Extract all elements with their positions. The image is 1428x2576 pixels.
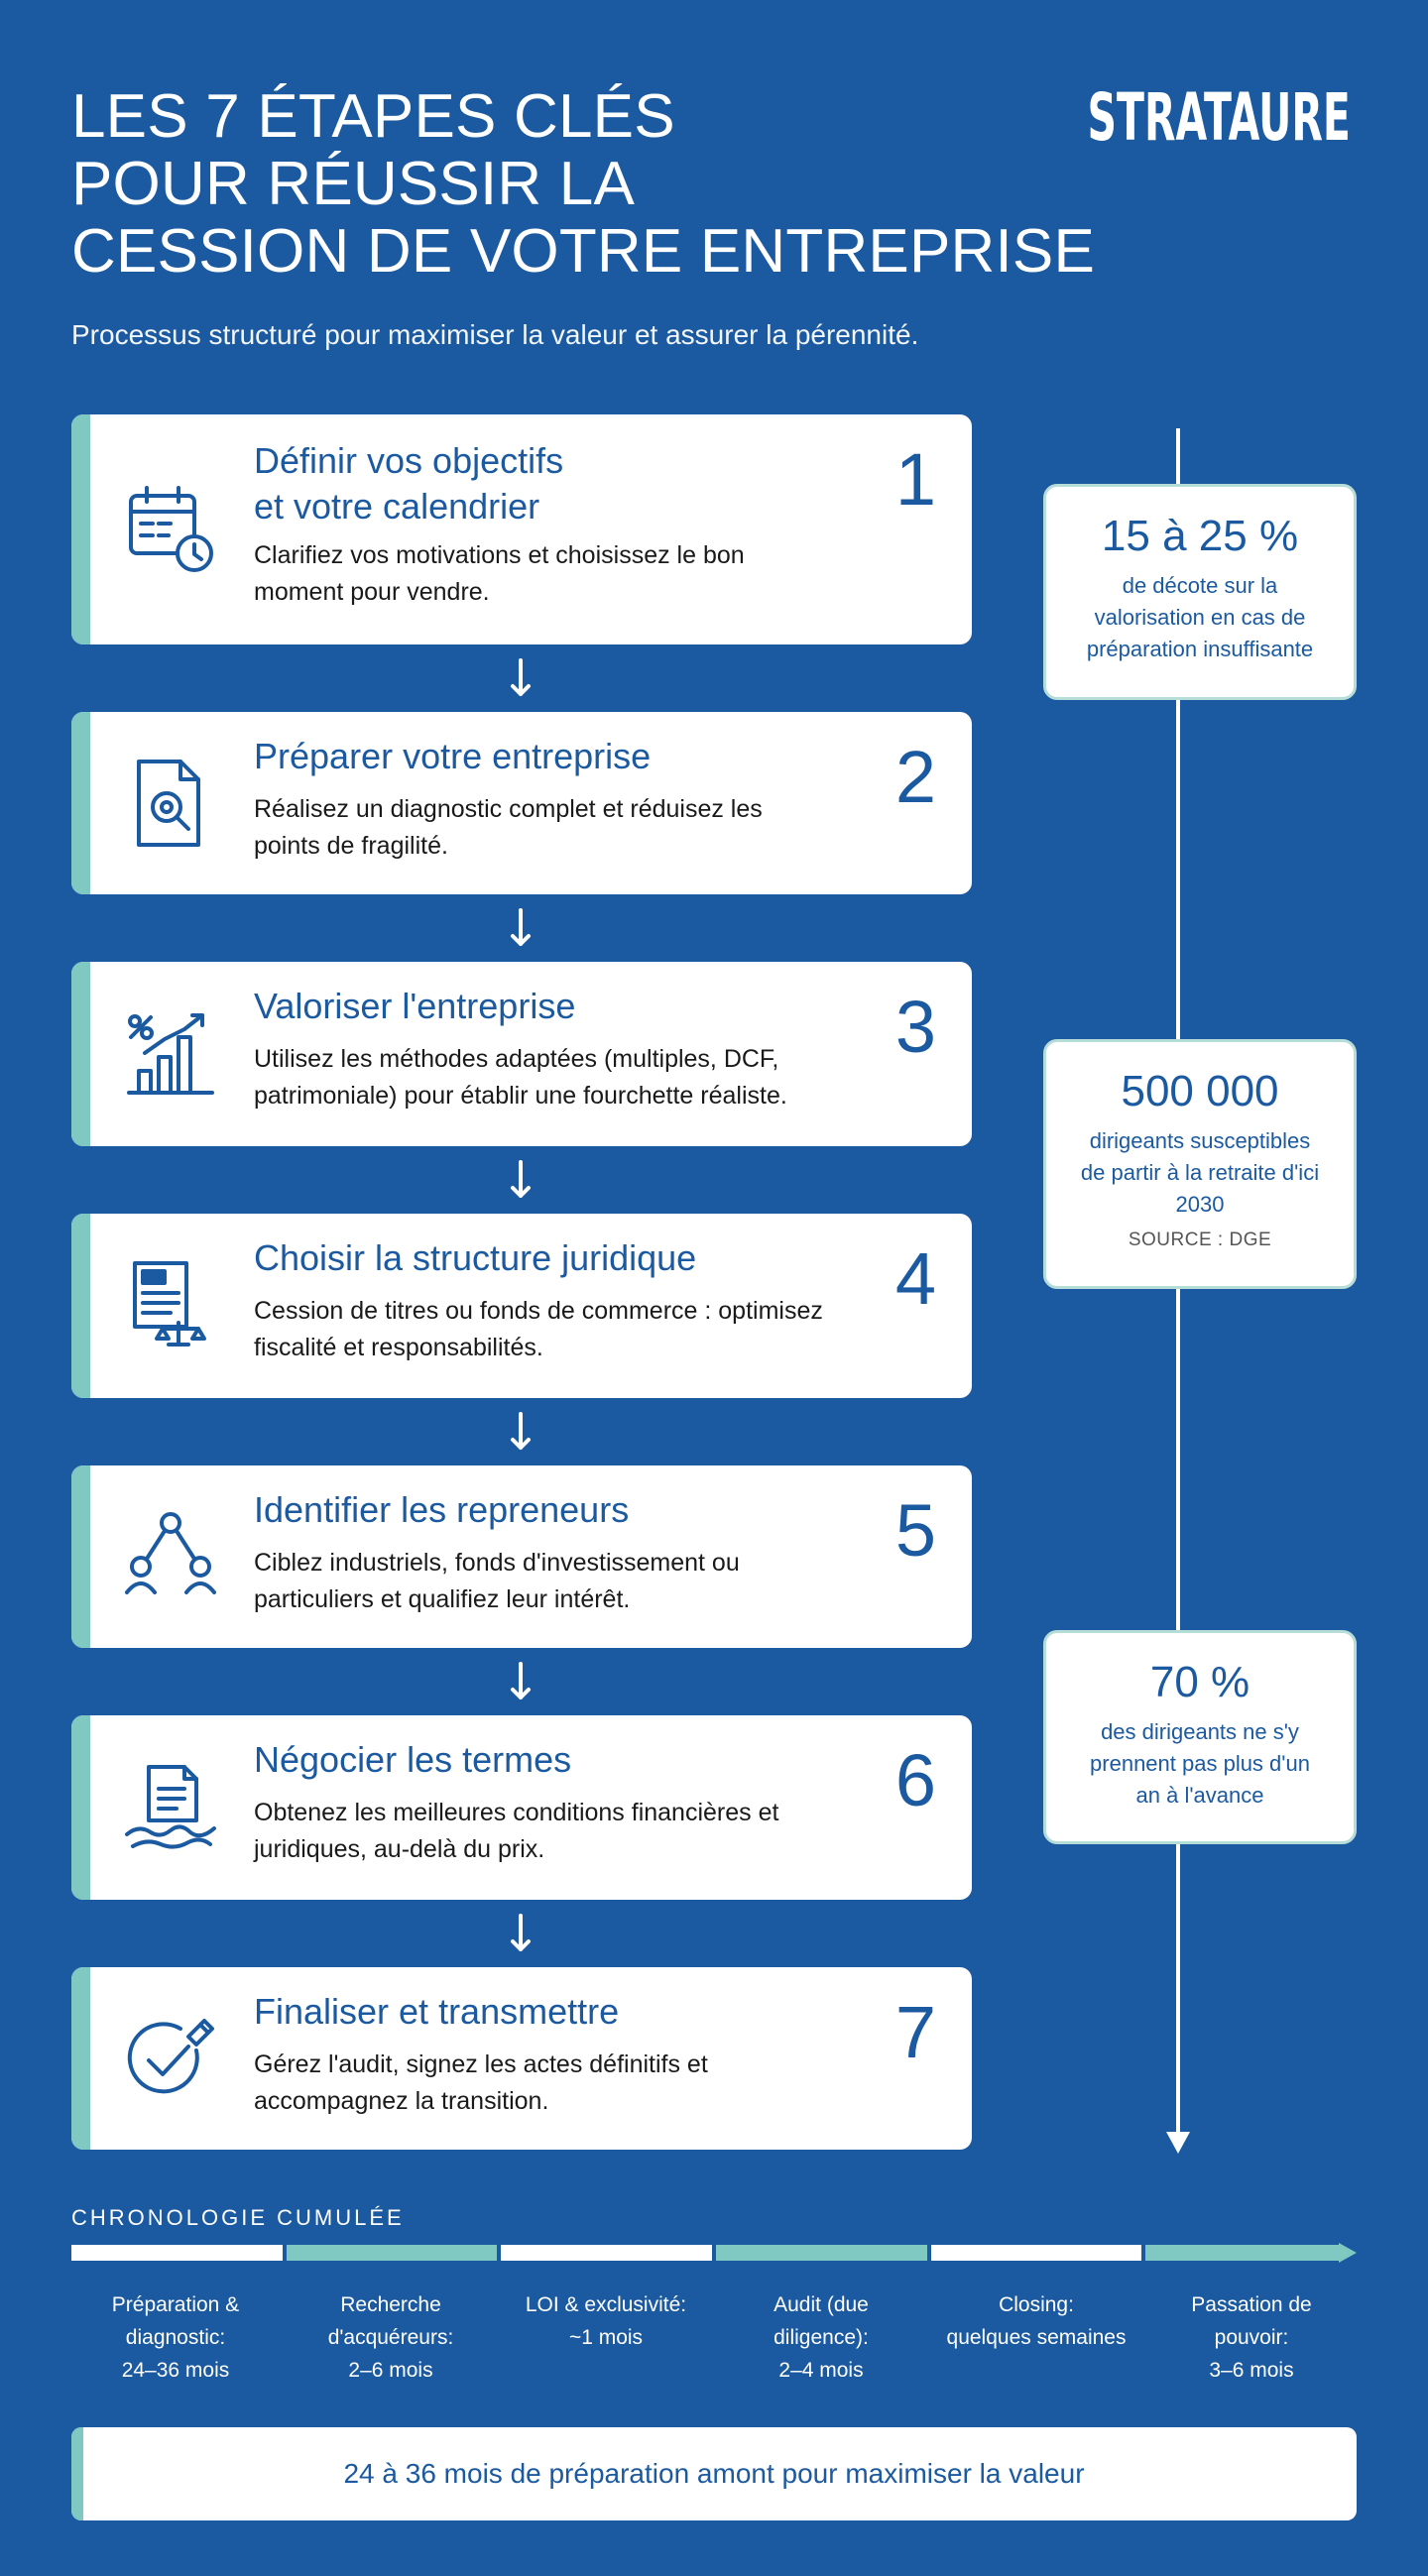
step-title: Préparer votre entreprise xyxy=(254,736,652,776)
chronology-phase-4: Audit (due diligence): 2–4 mois xyxy=(774,2293,869,2382)
brand-logo: STRATAURE xyxy=(1087,79,1351,156)
step-title: Choisir la structure juridique xyxy=(254,1237,697,1278)
page-subtitle: Processus structuré pour maximiser la valeur et assurer la pérennité. xyxy=(71,319,919,350)
chronology-arrow-icon xyxy=(1339,2243,1357,2263)
chronology-segment-2 xyxy=(287,2245,498,2261)
stat-box-retirement xyxy=(1043,1039,1357,1289)
chronology-segment-1 xyxy=(71,2245,283,2261)
step-number: 3 xyxy=(894,986,936,1068)
calendar-clock-icon xyxy=(123,482,218,577)
step-number: 1 xyxy=(894,438,936,521)
stat-label: de décote sur la valorisation en cas de préparation insuffisante xyxy=(1086,573,1314,661)
bar-chart-icon xyxy=(123,1005,218,1101)
step-card-7 xyxy=(71,1967,972,2150)
chronology-phase-5: Closing: quelques semaines xyxy=(946,2293,1127,2349)
legal-document-icon xyxy=(123,1257,218,1352)
step-description: Obtenez les meilleures conditions financières et juridiques, au-delà du prix. xyxy=(254,1799,779,1863)
stat-source: SOURCE : DGE xyxy=(1128,1229,1272,1250)
title-line-1: LES 7 ÉTAPES CLÉS xyxy=(71,82,675,151)
network-people-icon xyxy=(123,1509,218,1604)
step-title: Finaliser et transmettre xyxy=(254,1991,620,2032)
step-description: Cession de titres ou fonds de commerce : optimisez fiscalité et responsabilités. xyxy=(254,1297,823,1361)
timeline-arrow-icon xyxy=(1166,2132,1190,2154)
step-card-4 xyxy=(71,1214,972,1398)
chronology-segment-4 xyxy=(716,2245,927,2261)
stat-box-anticipation xyxy=(1043,1630,1357,1844)
title-line-2: POUR RÉUSSIR LA xyxy=(71,150,636,218)
stat-label: dirigeants susceptibles de partir à la retraite d'ici 2030 xyxy=(1080,1128,1320,1217)
step-description: Utilisez les méthodes adaptées (multiples, DCF, patrimoniale) pour établir une fourchette réaliste. xyxy=(254,1045,787,1110)
step-number: 2 xyxy=(894,736,936,818)
arrow-down-icon xyxy=(509,656,533,700)
step-description: Réalisez un diagnostic complet et réduisez les points de fragilité. xyxy=(254,795,763,860)
chronology-phase-2: Recherche d'acquéreurs: 2–6 mois xyxy=(327,2293,454,2382)
stat-value: 500 000 xyxy=(1121,1067,1279,1115)
chronology-phase-6: Passation de pouvoir: 3–6 mois xyxy=(1191,2293,1312,2382)
footer-callout: 24 à 36 mois de préparation amont pour maximiser la valeur xyxy=(71,2427,1357,2520)
step-number: 5 xyxy=(894,1489,936,1572)
step-title: Identifier les repreneurs xyxy=(254,1489,630,1530)
page-title xyxy=(71,83,1113,286)
title-line-3: CESSION DE VOTRE ENTREPRISE xyxy=(71,217,1096,286)
stat-value: 70 % xyxy=(1149,1658,1250,1706)
arrow-down-icon xyxy=(509,1410,533,1454)
arrow-down-icon xyxy=(509,1660,533,1703)
step-description: Ciblez industriels, fonds d'investissement ou particuliers et qualifiez leur intérêt. xyxy=(254,1549,740,1613)
chronology-segment-6 xyxy=(1145,2245,1339,2261)
step-title: Définir vos objectifs et votre calendrier xyxy=(254,440,564,527)
step-description: Gérez l'audit, signez les actes définitifs et accompagnez la transition. xyxy=(254,2050,708,2115)
step-card-5 xyxy=(71,1465,972,1648)
chronology-phase-1: Préparation & diagnostic: 24–36 mois xyxy=(111,2293,240,2382)
chronology-title: CHRONOLOGIE CUMULÉE xyxy=(71,2205,405,2230)
step-card-1 xyxy=(71,414,972,644)
chronology-phase-3: LOI & exclusivité: ~1 mois xyxy=(525,2293,687,2349)
arrow-down-icon xyxy=(509,1912,533,1955)
step-card-2 xyxy=(71,712,972,894)
step-card-6 xyxy=(71,1715,972,1900)
step-number: 7 xyxy=(894,1991,936,2073)
step-title: Valoriser l'entreprise xyxy=(254,986,576,1026)
stat-label: des dirigeants ne s'y prennent pas plus d'un an à l'avance xyxy=(1090,1719,1310,1808)
arrow-down-icon xyxy=(509,1158,533,1202)
chronology-segment-5 xyxy=(931,2245,1142,2261)
step-number: 6 xyxy=(894,1739,936,1821)
step-card-3 xyxy=(71,962,972,1146)
document-search-icon xyxy=(123,756,218,851)
step-description: Clarifiez vos motivations et choisissez le bon moment pour vendre. xyxy=(254,541,745,606)
contract-handshake-icon xyxy=(123,1759,218,1854)
step-number: 4 xyxy=(894,1237,936,1320)
stat-value: 15 à 25 % xyxy=(1101,512,1299,560)
stat-box-discount xyxy=(1043,484,1357,700)
chronology-segment-3 xyxy=(501,2245,712,2261)
step-title: Négocier les termes xyxy=(254,1739,572,1780)
arrow-down-icon xyxy=(509,906,533,950)
check-pen-icon xyxy=(123,2011,218,2106)
